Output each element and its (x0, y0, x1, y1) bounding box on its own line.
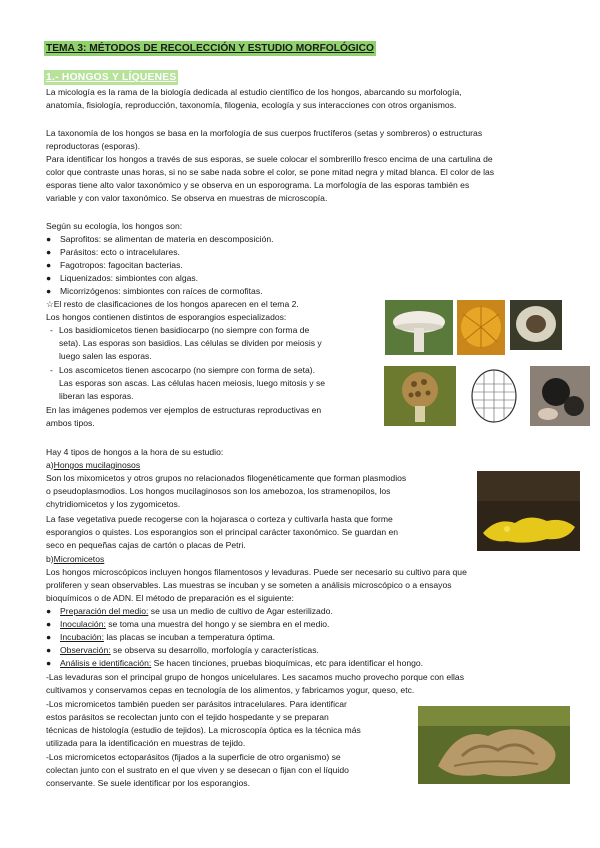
paragraph-line: o pseudoplasmodios. Los hongos mucilaginosos son los amebozoa, los stramenopilos, los (46, 486, 391, 496)
spore-drawing (462, 366, 526, 426)
paragraph-line: colectan junto con el sustrato en el que viven y se desecan o fijan con el líquido (46, 765, 349, 775)
spore-print-photo (510, 300, 562, 350)
star-note: ☆El resto de clasificaciones de los hongos aparecen en el tema 2. (46, 299, 299, 309)
section-heading: 1.- HONGOS Y LÍQUENES (46, 72, 177, 83)
parasitic-fungus-photo (418, 706, 570, 784)
basidio-line: luego salen las esporas. (59, 351, 152, 361)
list-item: ● Parásitos: ecto o intracelulares. (46, 247, 180, 257)
mushroom-photo (385, 300, 453, 355)
subheading-b: b)Micromicetos (46, 554, 105, 564)
asco-line: liberan las esporas. (59, 391, 134, 401)
types-intro: Hay 4 tipos de hongos a la hora de su estudio: (46, 447, 224, 457)
morel-photo (384, 366, 456, 426)
paragraph-line: La micología es la rama de la biología dedicada al estudio científico de los hongos, abarcando su morfología, (46, 87, 462, 97)
basidio-line: Los basidiomicetos tienen basidiocarpo (no siempre con forma de (59, 325, 310, 335)
paragraph-line: Los hongos microscópicos incluyen hongos filamentosos y levaduras. Puede ser necesario su cultivo para que (46, 567, 467, 577)
paragraph-line: cultivamos y conservamos cepas en tecnología de los alimentos, y fabricamos yogur, queso, etc. (46, 685, 415, 695)
method-step: ● Incubación: las placas se incuban a temperatura óptima. (46, 632, 275, 642)
subheading-a: a)Hongos mucilaginosos (46, 460, 141, 470)
list-item: ● Micorrizógenos: simbiontes con raíces de cormofitas. (46, 286, 263, 296)
images-note: En las imágenes podemos ver ejemplos de estructuras reproductivas en (46, 405, 322, 415)
paragraph-line: conservante. Se suele identificar por los esporangios. (46, 778, 250, 788)
method-step: ● Análisis e identificación: Se hacen tinciones, pruebas bioquímicas, etc para identificar el hongo. (46, 658, 424, 668)
sporangia-intro: Los hongos contienen distintos de esporangios especializados: (46, 312, 287, 322)
gills-photo (457, 300, 505, 355)
method-step: ● Preparación del medio: se usa un medio de cultivo de Agar esterilizado. (46, 606, 333, 616)
paragraph-line: utilizada para la identificación en muestras de tejido. (46, 738, 246, 748)
paragraph-line: reproductoras (esporas). (46, 141, 141, 151)
paragraph-line: variable y con valor taxonómico. Se observa en muestras de microscopía. (46, 193, 328, 203)
paragraph-line: anatomía, fisiología, reproducción, taxonomía, filogenia, ecología y sus interacciones con otros organismos. (46, 100, 457, 110)
paragraph-line: esporangios o quistes. Los esporangios son el principal carácter taxonómico. Se guardan en (46, 527, 399, 537)
paragraph-line: bioquímicos o de ADN. El método de preparación es el siguiente: (46, 593, 294, 603)
paragraph-line: proliferen y sean observables. Las muestras se incuban y se someten a análisis microscópico o a ensayos (46, 580, 452, 590)
paragraph-line: La taxonomía de los hongos se basa en la morfología de sus cuerpos fructíferos (setas y sombreros) o estructuras (46, 128, 483, 138)
paragraph-line: técnicas de histología (estudio de tejidos). La microscopía óptica es la técnica más (46, 725, 361, 735)
page-title: TEMA 3: MÉTODOS DE RECOLECCIÓN Y ESTUDIO MORFOLÓGICO (46, 43, 374, 54)
paragraph-line: Son los mixomicetos y otros grupos no relacionados filogenéticamente que forman plasmodios (46, 473, 407, 483)
method-step: ● Observación: se observa su desarrollo, morfología y características. (46, 645, 319, 655)
basidio-line: seta). Las esporas son basidios. Las células se dividen por meiosis y (59, 338, 322, 348)
asco-line: Las esporas son ascas. Las células hacen meiosis, luego mitosis y se (59, 378, 326, 388)
paragraph-line: -Los micromicetos también pueden ser parásitos intracelulares. Para identificar (46, 699, 347, 709)
asco-line: Los ascomicetos tienen ascocarpo (no siempre con forma de seta). (59, 365, 316, 375)
paragraph-line: -Los micromicetos ectoparásitos (fijados a la superficie de otro organismo) se (46, 752, 341, 762)
truffle-photo (530, 366, 590, 426)
list-item: ● Liquenizados: simbiontes con algas. (46, 273, 199, 283)
paragraph-line: -Las levaduras son el principal grupo de hongos unicelulares. Les sacamos mucho provecho porque con ellas (46, 672, 465, 682)
paragraph-line: Para identificar los hongos a través de sus esporas, se suele colocar el sombrerillo fresco encima de una cartulina de (46, 154, 493, 164)
paragraph-line: chytridiomicetos y los zygomicetos. (46, 499, 181, 509)
dash-icon: - (50, 365, 53, 375)
method-step: ● Inoculación: se toma una muestra del hongo y se siembra en el medio. (46, 619, 330, 629)
paragraph-line: esporas tiene alto valor taxonómico y se observa en un esporograma. La morfología de las esporas también es (46, 180, 470, 190)
list-item: ● Fagotropos: fagocitan bacterias. (46, 260, 183, 270)
slime-mold-photo (477, 471, 580, 551)
paragraph-line: seco en pequeñas cajas de cartón o placas de Petri. (46, 540, 246, 550)
images-note: ambos tipos. (46, 418, 95, 428)
paragraph-line: color que contraste unas horas, si no se sabe nada sobre el color, se pone mitad negra y mitad blanca. El color de las (46, 167, 495, 177)
list-item: ● Saprofitos: se alimentan de materia en descomposición. (46, 234, 274, 244)
paragraph-line: La fase vegetativa puede recogerse con la hojarasca o corteza y cultivarla hasta que forme (46, 514, 393, 524)
dash-icon: - (50, 325, 53, 335)
paragraph-line: estos parásitos se recolectan junto con el tejido hospedante y se preparan (46, 712, 329, 722)
ecology-intro: Según su ecología, los hongos son: (46, 221, 183, 231)
